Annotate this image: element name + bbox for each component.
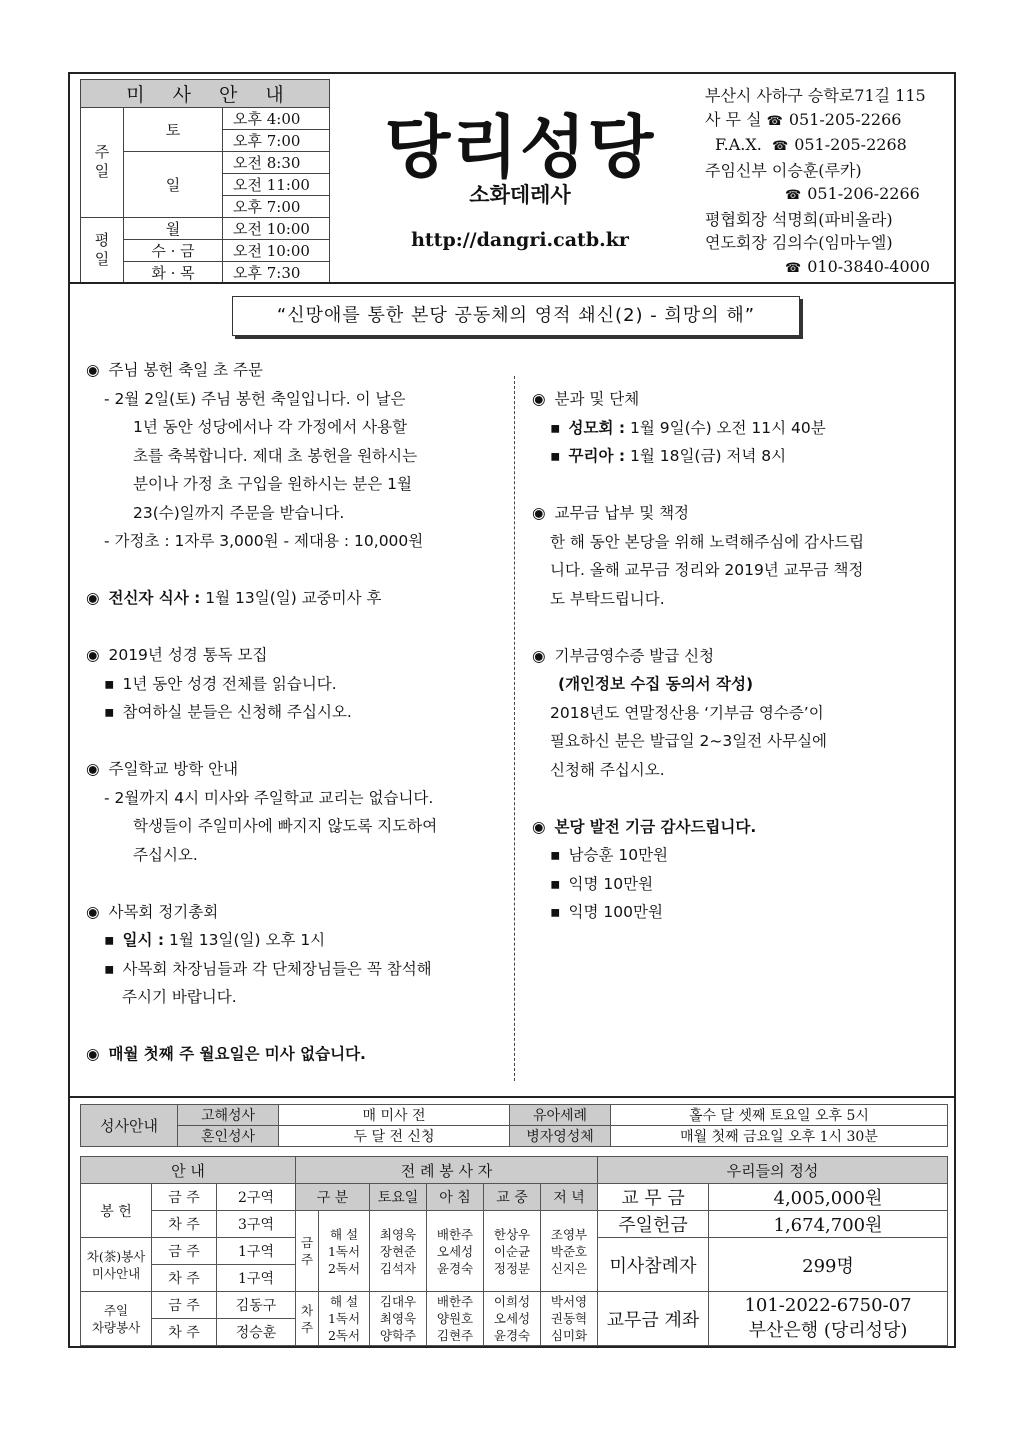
liturgy-name: 최영욱 xyxy=(379,1311,417,1326)
liturgy-name: 조영부 xyxy=(550,1226,588,1242)
liturgy-names xyxy=(484,1211,541,1292)
liturgy-role: 2독서 xyxy=(327,1328,361,1343)
offering-label: 교 무 금 xyxy=(598,1184,709,1211)
notice-item xyxy=(532,442,952,471)
notice-text: 1월 13일(일) 교중미사 후 xyxy=(205,589,382,607)
youth-president: 연도회장 김의수(임마누엘) xyxy=(705,233,893,252)
guide-value: 1구역 xyxy=(217,1238,296,1265)
liturgy-title: 전 례 봉 사 자 xyxy=(296,1157,598,1184)
liturgy-name: 김현주 xyxy=(436,1328,474,1343)
mass-time: 오후 4:00 xyxy=(223,108,330,130)
notice-line: - 2월까지 4시 미사와 주일학교 교리는 없습니다. xyxy=(104,788,434,807)
liturgy-header: 구 분 xyxy=(296,1184,370,1211)
weekday-day: 월 xyxy=(124,218,223,240)
notice-item xyxy=(532,414,952,443)
liturgy-name: 양원호 xyxy=(436,1311,474,1326)
guide-tea xyxy=(81,1238,152,1292)
notice-line: 주시기 바랍니다. xyxy=(122,988,237,1006)
liturgy-name: 오세성 xyxy=(493,1311,531,1326)
notice-line: 1년 동안 성당에서나 각 가정에서 사용할 xyxy=(133,418,408,436)
notice-heading xyxy=(532,813,952,842)
liturgy-name: 윤경숙 xyxy=(436,1260,474,1276)
liturgy-name: 박서영 xyxy=(550,1294,588,1309)
guide-week: 차 주 xyxy=(152,1211,217,1238)
item-label: 일시 : xyxy=(122,931,165,949)
liturgy-names xyxy=(541,1211,598,1292)
phone-icon: ☎ xyxy=(766,113,783,129)
sacrament-name: 혼인성사 xyxy=(178,1126,279,1147)
theme-banner: “신망애를 통한 본당 공동체의 영적 쇄신(2) - 희망의 해” xyxy=(232,296,800,336)
notice-line: 주십시오. xyxy=(133,845,198,864)
guide-value: 김동구 xyxy=(217,1292,296,1319)
sacrament-name: 병자영성체 xyxy=(510,1126,611,1147)
notice-title: 사목회 정기총회 xyxy=(108,902,219,921)
liturgy-name: 이희성 xyxy=(493,1294,531,1309)
sacrament-table xyxy=(80,1104,948,1147)
mass-time: 오후 7:00 xyxy=(223,130,330,152)
liturgy-names xyxy=(484,1292,541,1346)
liturgy-name: 배한주 xyxy=(436,1294,474,1309)
offering-value: 4,005,000원 xyxy=(709,1184,948,1211)
guide-week: 차 주 xyxy=(152,1319,217,1346)
liturgy-name: 한상우 xyxy=(493,1226,531,1242)
sacrament-name: 유아세례 xyxy=(510,1105,611,1126)
bullet-icon: ◉ xyxy=(86,361,100,379)
right-column xyxy=(532,385,952,927)
bullet-icon: ◉ xyxy=(532,646,546,665)
notice-heading xyxy=(532,385,952,414)
liturgy-name: 김석자 xyxy=(379,1260,417,1276)
notice-line: 분이나 가정 초 구입을 원하시는 분은 1월 xyxy=(133,475,412,493)
phone-icon: ☎ xyxy=(785,188,802,203)
church-patron: 소화데레사 xyxy=(469,183,571,207)
church-url[interactable]: http://dangri.catb.kr xyxy=(411,229,629,251)
liturgy-role: 해 설 xyxy=(329,1226,359,1242)
notice-line: 학생들이 주일미사에 빠지지 않도록 지도하여 xyxy=(133,817,438,835)
sunday-day: 일 xyxy=(124,152,223,218)
fax-number: 051-205-2268 xyxy=(794,135,907,154)
guide-parking-label: 차량봉사 xyxy=(91,1319,141,1335)
offering-value: 299명 xyxy=(709,1238,948,1292)
notice-heading xyxy=(532,499,952,528)
liturgy-names xyxy=(427,1211,484,1292)
fax-line xyxy=(705,133,950,159)
liturgy-names xyxy=(427,1292,484,1346)
item-label: 꾸리아 : xyxy=(568,447,626,465)
guide-parking xyxy=(81,1292,152,1346)
guide-week: 금 주 xyxy=(152,1238,217,1265)
notice-subtitle: (개인정보 수집 동의서 작성) xyxy=(558,675,754,693)
sacrament-name: 고해성사 xyxy=(178,1105,279,1126)
youth-phone-line xyxy=(705,255,950,281)
notice-line: 신청해 주십시오. xyxy=(550,760,665,779)
notice-title: 주님 봉헌 축일 초 주문 xyxy=(108,361,263,379)
notice-line: 초를 축복합니다. 제대 초 봉헌을 원하시는 xyxy=(133,446,418,465)
liturgy-header: 아 침 xyxy=(427,1184,484,1211)
offering-title: 우리들의 정성 xyxy=(598,1157,948,1184)
left-column xyxy=(86,356,506,1069)
youth-phone: 010-3840-4000 xyxy=(807,256,930,276)
weekday-day: 화 · 목 xyxy=(124,262,223,284)
pastor-phone-line xyxy=(705,182,950,208)
liturgy-header: 토요일 xyxy=(370,1184,427,1211)
office-line xyxy=(705,108,950,134)
guide-value: 3구역 xyxy=(217,1211,296,1238)
notice-line: - 2월 2일(토) 주님 봉헌 축일입니다. 이 날은 xyxy=(104,389,406,408)
liturgy-names xyxy=(370,1292,427,1346)
liturgy-name: 배한주 xyxy=(436,1226,474,1242)
liturgy-roles xyxy=(319,1211,370,1292)
guide-week: 금 주 xyxy=(152,1184,217,1211)
column-divider xyxy=(514,376,515,1081)
notice-line: 필요하신 분은 발급일 2~3일전 사무실에 xyxy=(550,732,828,750)
notice-title: 매월 첫째 주 월요일은 미사 없습니다. xyxy=(108,1045,366,1063)
liturgy-name: 양학주 xyxy=(379,1328,417,1343)
notice-item xyxy=(86,926,506,955)
offering-label: 주일헌금 xyxy=(598,1211,709,1238)
sacrament-time: 매 미사 전 xyxy=(279,1105,510,1126)
notice-item: ▪ 익명 100만원 xyxy=(532,898,952,927)
mass-time: 오전 10:00 xyxy=(223,240,330,262)
liturgy-name: 장현준 xyxy=(379,1243,417,1259)
sacrament-time: 두 달 전 신청 xyxy=(279,1126,510,1147)
notice-heading xyxy=(86,755,506,784)
liturgy-week: 금주 xyxy=(296,1211,319,1292)
bullet-icon: ◉ xyxy=(532,817,546,836)
notice-heading xyxy=(86,584,506,613)
mass-time: 오전 11:00 xyxy=(223,174,330,196)
account-number: 101-2022-6750-07 xyxy=(744,1295,912,1316)
notice-title: 분과 및 단체 xyxy=(554,390,640,408)
offering-label: 미사참례자 xyxy=(598,1238,709,1292)
notice-item: ▪ 익명 10만원 xyxy=(532,870,952,899)
sacrament-time: 매월 첫째 금요일 오후 1시 30분 xyxy=(611,1126,948,1147)
bulletin-page xyxy=(68,72,956,1348)
item-text: 1월 9일(수) 오전 11시 40분 xyxy=(629,418,826,437)
item-text: 1월 13일(일) 오후 1시 xyxy=(169,931,326,949)
liturgy-role: 1독서 xyxy=(327,1243,361,1259)
notice-item: ▪ 1년 동안 성경 전체를 읽습니다. xyxy=(86,670,506,699)
guide-tea-label: 미사안내 xyxy=(91,1265,141,1281)
liturgy-name: 권동혁 xyxy=(550,1311,588,1326)
mass-schedule-table xyxy=(80,79,330,284)
account-bank: 부산은행 (당리성당) xyxy=(748,1320,908,1341)
account-label: 교무금 계좌 xyxy=(598,1292,709,1346)
weekday-day: 수 · 금 xyxy=(124,240,223,262)
notice-line: 23(수)일까지 주문을 받습니다. xyxy=(133,503,345,522)
mass-time: 오전 10:00 xyxy=(223,218,330,240)
liturgy-header: 저 녁 xyxy=(541,1184,598,1211)
pastor-phone: 051-206-2266 xyxy=(807,184,920,203)
fax-label: F.A.X. xyxy=(715,135,762,154)
liturgy-names xyxy=(370,1211,427,1292)
liturgy-role: 1독서 xyxy=(327,1311,361,1326)
notice-item: ▪ 남승훈 10만원 xyxy=(532,841,952,870)
liturgy-header: 교 중 xyxy=(484,1184,541,1211)
notice-heading xyxy=(86,1040,506,1069)
bullet-icon: ◉ xyxy=(86,902,100,921)
mass-time: 오전 8:30 xyxy=(223,152,330,174)
notice-line: 도 부탁드립니다. xyxy=(550,589,665,608)
council-president: 평협회장 석명희(파비올라) xyxy=(705,209,893,229)
sacrament-label: 성사안내 xyxy=(81,1105,178,1147)
liturgy-name: 최영욱 xyxy=(379,1226,417,1242)
service-table xyxy=(80,1156,948,1346)
liturgy-role: 2독서 xyxy=(327,1260,361,1276)
guide-week: 금 주 xyxy=(152,1292,217,1319)
account-info xyxy=(709,1292,948,1346)
liturgy-name: 오세성 xyxy=(436,1243,474,1259)
liturgy-name: 심미화 xyxy=(550,1328,588,1343)
bullet-icon: ◉ xyxy=(86,589,100,607)
notice-title: 2019년 성경 통독 모집 xyxy=(108,646,268,664)
notice-item: ▪ 참여하실 분들은 신청해 주십시오. xyxy=(86,698,506,727)
pastor: 주임신부 이승훈(루카) xyxy=(705,160,862,180)
liturgy-names xyxy=(541,1292,598,1346)
saturday-day: 토 xyxy=(124,108,223,152)
guide-value: 2구역 xyxy=(217,1184,296,1211)
bullet-icon: ◉ xyxy=(86,760,100,778)
contact-info xyxy=(705,84,950,280)
notice-heading xyxy=(86,356,506,385)
guide-value: 1구역 xyxy=(217,1265,296,1292)
notice-title: 전신자 식사 : xyxy=(108,589,201,607)
notice-heading xyxy=(86,641,506,670)
guide-week: 차 주 xyxy=(152,1265,217,1292)
notice-heading xyxy=(86,898,506,927)
address: 부산시 사하구 승학로71길 115 xyxy=(705,86,926,105)
guide-title: 안 내 xyxy=(81,1157,296,1184)
liturgy-name: 이순균 xyxy=(493,1243,531,1259)
liturgy-name: 박준호 xyxy=(550,1243,588,1259)
notice-line: 니다. 올해 교무금 정리와 2019년 교무금 책정 xyxy=(550,561,864,579)
bullet-icon: ◉ xyxy=(86,646,100,664)
notice-title: 기부금영수증 발급 신청 xyxy=(554,646,715,665)
office-phone: 051-205-2266 xyxy=(788,109,902,129)
liturgy-roles xyxy=(319,1292,370,1346)
notice-line: 한 해 동안 본당을 위해 노력해주심에 감사드립 xyxy=(550,532,865,551)
notice-title: 본당 발전 기금 감사드립니다. xyxy=(554,817,757,836)
weekday-label: 평일 xyxy=(81,218,124,284)
bullet-icon: ◉ xyxy=(86,1045,100,1063)
offering-value: 1,674,700원 xyxy=(709,1211,948,1238)
mass-time: 오후 7:00 xyxy=(223,196,330,218)
bullet-icon: ◉ xyxy=(532,390,546,408)
bullet-icon: ◉ xyxy=(532,504,546,522)
guide-tea-label: 차(茶)봉사 xyxy=(86,1248,146,1264)
liturgy-name: 윤경숙 xyxy=(493,1328,531,1343)
header-divider xyxy=(70,282,954,284)
liturgy-name: 정정분 xyxy=(493,1260,531,1276)
notice-item: ▪ 사목회 차장님들과 각 단체장님들은 꼭 참석해 xyxy=(86,955,506,984)
notice-heading xyxy=(532,642,952,671)
sunday-label: 주일 xyxy=(81,108,124,218)
notice-line: 2018년도 연말정산용 ‘기부금 영수증’이 xyxy=(550,703,824,722)
phone-icon: ☎ xyxy=(785,260,802,276)
notice-line: - 가정초 : 1자루 3,000원 - 제대용 : 10,000원 xyxy=(104,532,424,550)
office-label: 사 무 실 xyxy=(705,109,762,129)
guide-parking-label: 주일 xyxy=(103,1302,129,1318)
liturgy-name: 김대우 xyxy=(379,1294,417,1309)
guide-offering: 봉 헌 xyxy=(81,1184,152,1238)
sacrament-time: 홀수 달 셋째 토요일 오후 5시 xyxy=(611,1105,948,1126)
mass-time: 오후 7:30 xyxy=(223,262,330,284)
liturgy-role: 해 설 xyxy=(329,1294,359,1309)
liturgy-name: 신지은 xyxy=(550,1260,588,1276)
church-name: 당리성당 xyxy=(384,108,656,188)
guide-value: 정승훈 xyxy=(217,1319,296,1346)
mass-schedule-title: 미사안내 xyxy=(81,80,330,108)
notice-title: 교무금 납부 및 책정 xyxy=(554,504,690,522)
footer-divider xyxy=(70,1096,954,1098)
liturgy-week: 차주 xyxy=(296,1292,319,1346)
item-text: 1월 18일(금) 저녁 8시 xyxy=(629,447,787,465)
item-label: 성모회 : xyxy=(568,418,626,437)
phone-icon: ☎ xyxy=(771,139,789,154)
notice-title: 주일학교 방학 안내 xyxy=(108,760,239,778)
